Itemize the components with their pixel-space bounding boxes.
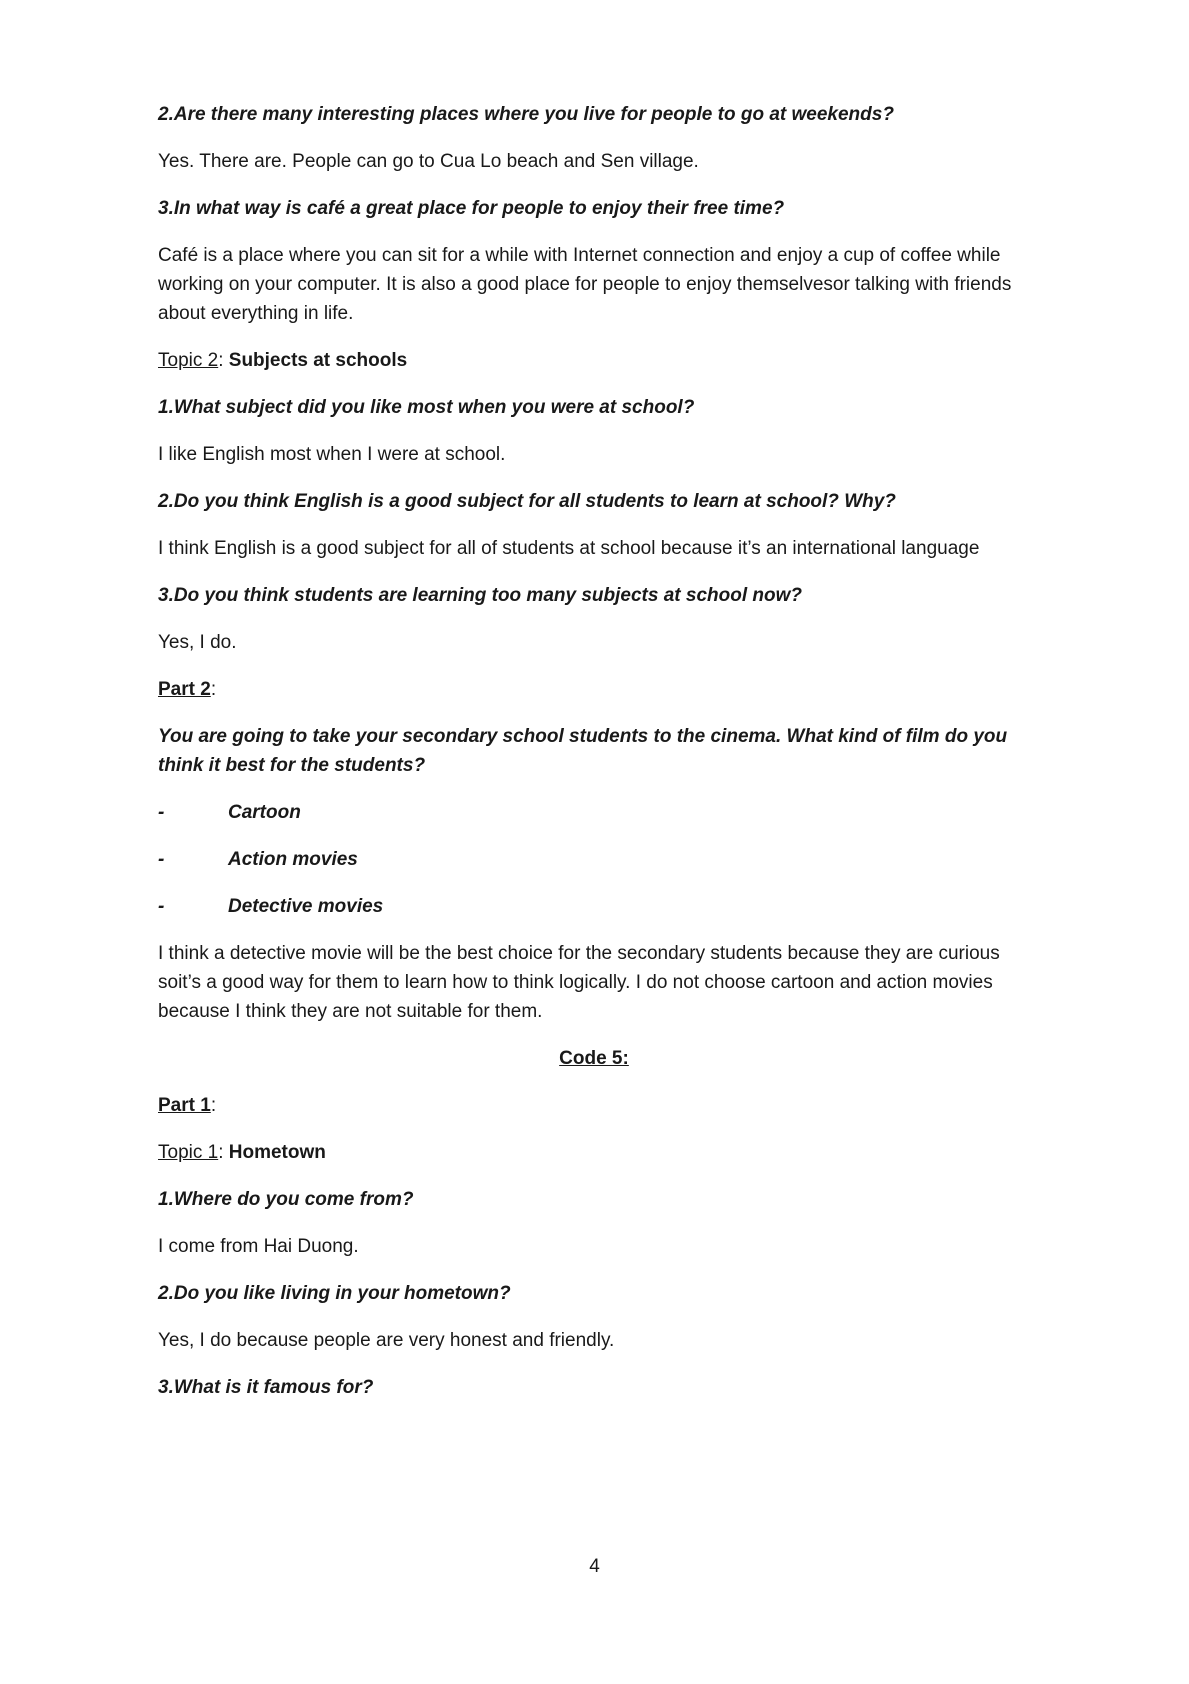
answer-paragraph: I come from Hai Duong.	[158, 1236, 359, 1257]
heading-segment: Subjects at schools	[228, 350, 408, 371]
film-option-item	[158, 845, 1030, 874]
question-paragraph: 1.Where do you come from?	[158, 1189, 414, 1210]
heading-segment: Topic 2	[158, 350, 219, 371]
heading-segment: :	[210, 679, 217, 700]
question-paragraph: 2.Are there many interesting places where you live for people to go at weekends?	[158, 104, 894, 125]
heading-segment: Code 5:	[559, 1048, 629, 1069]
answer-paragraph: Café is a place where you can sit for a while with Internet connection and enjoy a cup of coffee while working on your computer. It is also a good place for people to enjoy themselvesor talking with friends about everything in life.	[158, 245, 1012, 324]
question-paragraph: 1.What subject did you like most when you were at school?	[158, 397, 695, 418]
heading-segment: Hometown	[228, 1142, 326, 1163]
section-heading	[158, 1138, 1030, 1167]
film-option-item	[158, 892, 1030, 921]
answer-paragraph: I think a detective movie will be the best choice for the secondary students because they are curious soit’s a good way for them to learn how to think logically. I do not choose cartoon and action movies because I think they are not suitable for them.	[158, 943, 1000, 1022]
heading-segment: Topic 1	[158, 1142, 219, 1163]
answer-paragraph: I like English most when I were at school.	[158, 444, 506, 465]
answer-paragraph: Yes, I do because people are very honest and friendly.	[158, 1330, 615, 1351]
question-paragraph: 3.In what way is café a great place for people to enjoy their free time?	[158, 198, 785, 219]
list-dash: -	[158, 802, 165, 823]
question-paragraph: You are going to take your secondary school students to the cinema. What kind of film do you think it best for the students?	[158, 726, 1008, 776]
heading-segment: Part 2	[158, 679, 211, 700]
film-option-item	[158, 798, 1030, 827]
list-dash: -	[158, 896, 165, 917]
list-item-label: Cartoon	[228, 802, 301, 823]
heading-segment: :	[218, 350, 229, 371]
heading-segment: :	[210, 1095, 217, 1116]
list-item-label: Action movies	[228, 849, 358, 870]
section-heading	[158, 1091, 1030, 1120]
heading-segment: :	[218, 1142, 229, 1163]
section-heading	[158, 675, 1030, 704]
code-heading	[158, 1044, 1030, 1073]
list-item-label: Detective movies	[228, 896, 384, 917]
answer-paragraph: Yes, I do.	[158, 632, 237, 653]
list-dash: -	[158, 849, 165, 870]
answer-paragraph: Yes. There are. People can go to Cua Lo beach and Sen village.	[158, 151, 699, 172]
question-paragraph: 3.What is it famous for?	[158, 1377, 374, 1398]
section-heading	[158, 346, 1030, 375]
question-paragraph: 3.Do you think students are learning too many subjects at school now?	[158, 585, 802, 606]
heading-segment: Part 1	[158, 1095, 211, 1116]
page-number: 4	[589, 1556, 600, 1577]
answer-paragraph: I think English is a good subject for all of students at school because it’s an international language	[158, 538, 980, 559]
question-paragraph: 2.Do you think English is a good subject for all students to learn at school? Why?	[158, 491, 896, 512]
question-paragraph: 2.Do you like living in your hometown?	[158, 1283, 511, 1304]
